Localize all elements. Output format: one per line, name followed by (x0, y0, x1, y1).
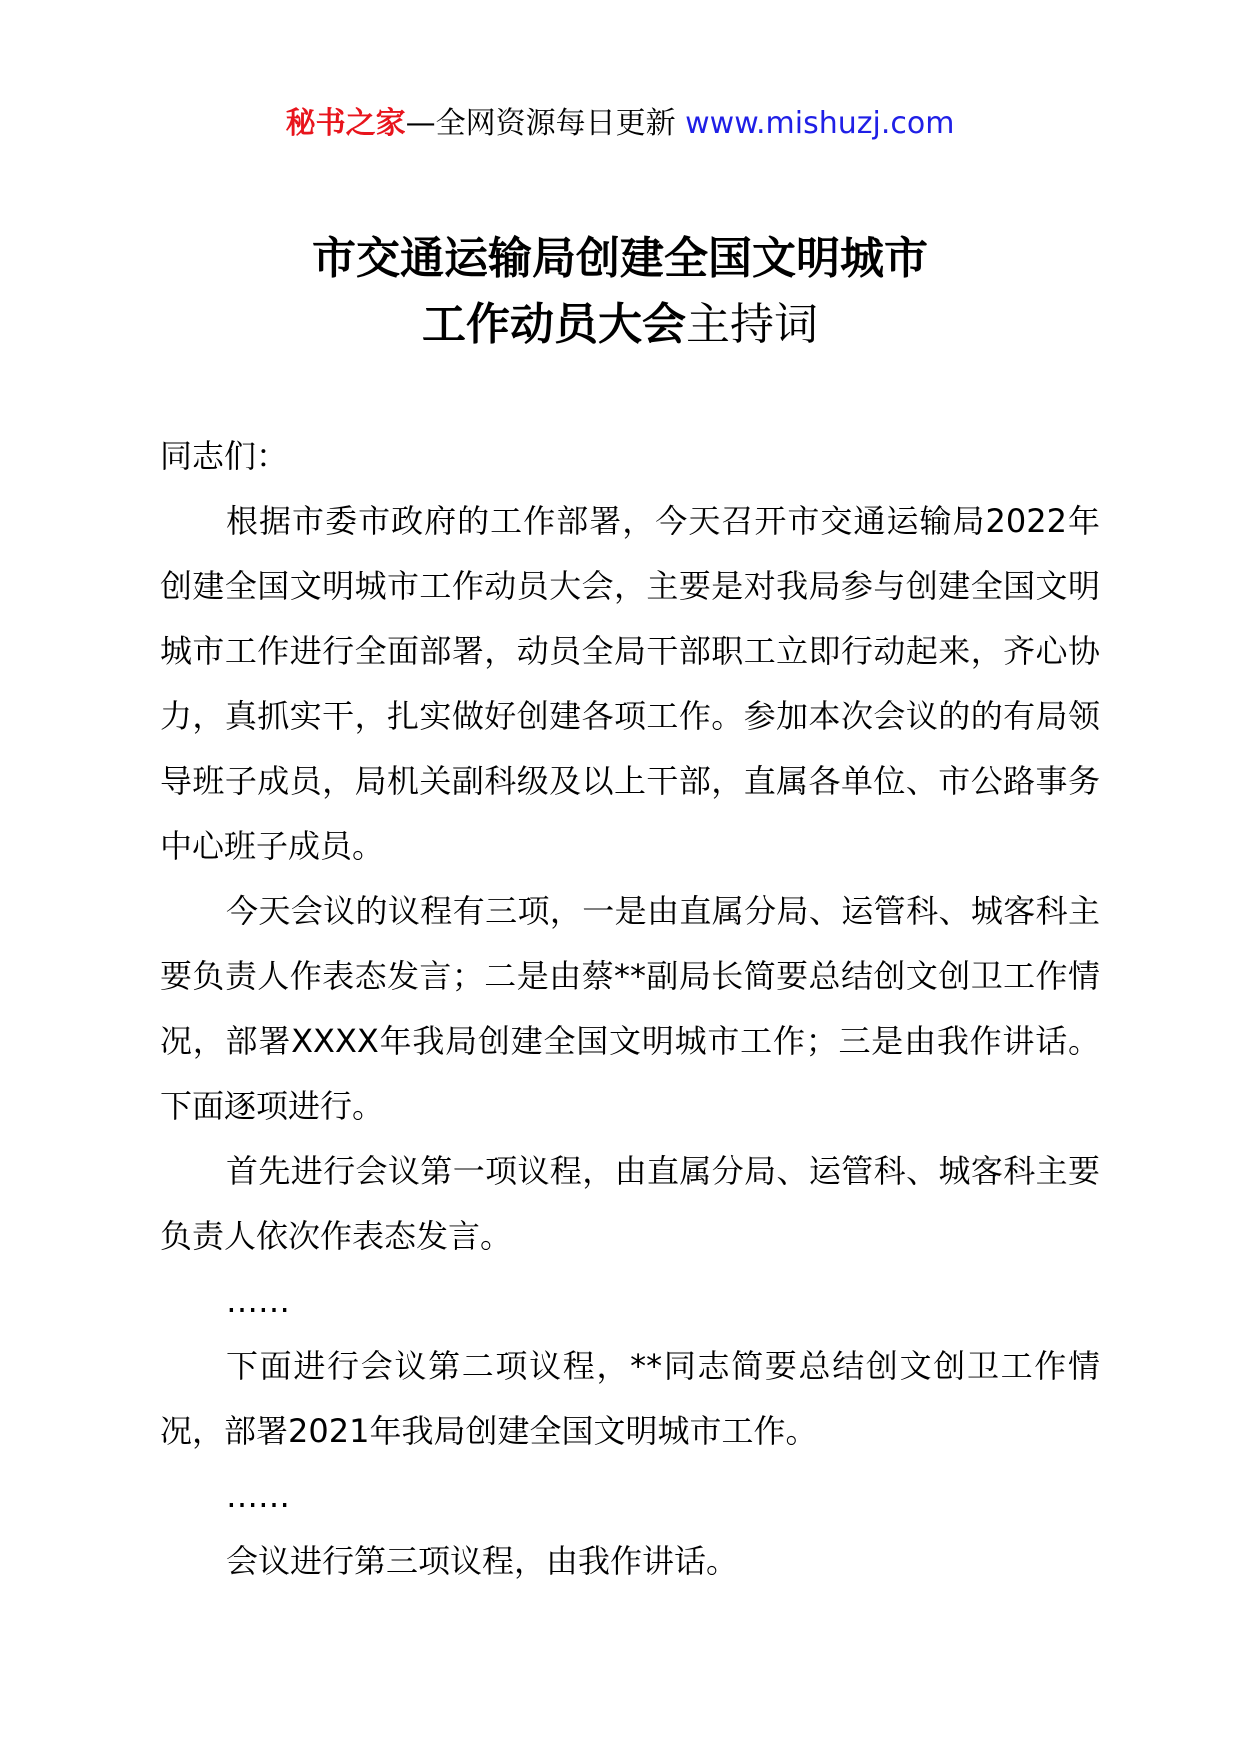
title-line-2-normal: 主持词 (686, 299, 818, 350)
document-title (0, 226, 1240, 358)
paragraph-item-two: 下面进行会议第二项议程，**同志简要总结创文创卫工作情况，部署2021年我局创建全国文明城市工作。 (160, 1347, 1100, 1450)
site-tagline: —全网资源每日更新 (405, 106, 686, 141)
paragraph-ellipsis-1: …… (226, 1282, 290, 1320)
title-line-2-bold: 工作动员大会 (422, 299, 686, 350)
site-header (0, 104, 1240, 144)
salutation: 同志们： (160, 437, 289, 475)
paragraph-ellipsis-2: …… (226, 1477, 290, 1515)
site-url[interactable]: www.mishuzj.com (685, 106, 955, 141)
document-body (160, 424, 1100, 1594)
title-line-2 (0, 292, 1240, 358)
paragraph-item-one: 首先进行会议第一项议程，由直属分局、运管科、城客科主要负责人依次作表态发言。 (160, 1152, 1100, 1255)
paragraph-item-three: 会议进行第三项议程，由我作讲话。 (226, 1542, 739, 1580)
site-brand: 秘书之家 (285, 106, 406, 141)
title-line-1: 市交通运输局创建全国文明城市 (312, 233, 928, 284)
paragraph-opening: 根据市委市政府的工作部署，今天召开市交通运输局2022年创建全国文明城市工作动员大会，主要是对我局参与创建全国文明城市工作进行全面部署，动员全局干部职工立即行动起来，齐心协力，真抓实干，扎实做好创建各项工作。参加本次会议的的有局领导班子成员，局机关副科级及以上干部，直属各单位、市公路事务中心班子成员。 (160, 502, 1100, 865)
paragraph-agenda: 今天会议的议程有三项，一是由直属分局、运管科、城客科主要负责人作表态发言；二是由蔡**副局长简要总结创文创卫工作情况，部署XXXX年我局创建全国文明城市工作；三是由我作讲话。下面逐项进行。 (160, 892, 1100, 1125)
